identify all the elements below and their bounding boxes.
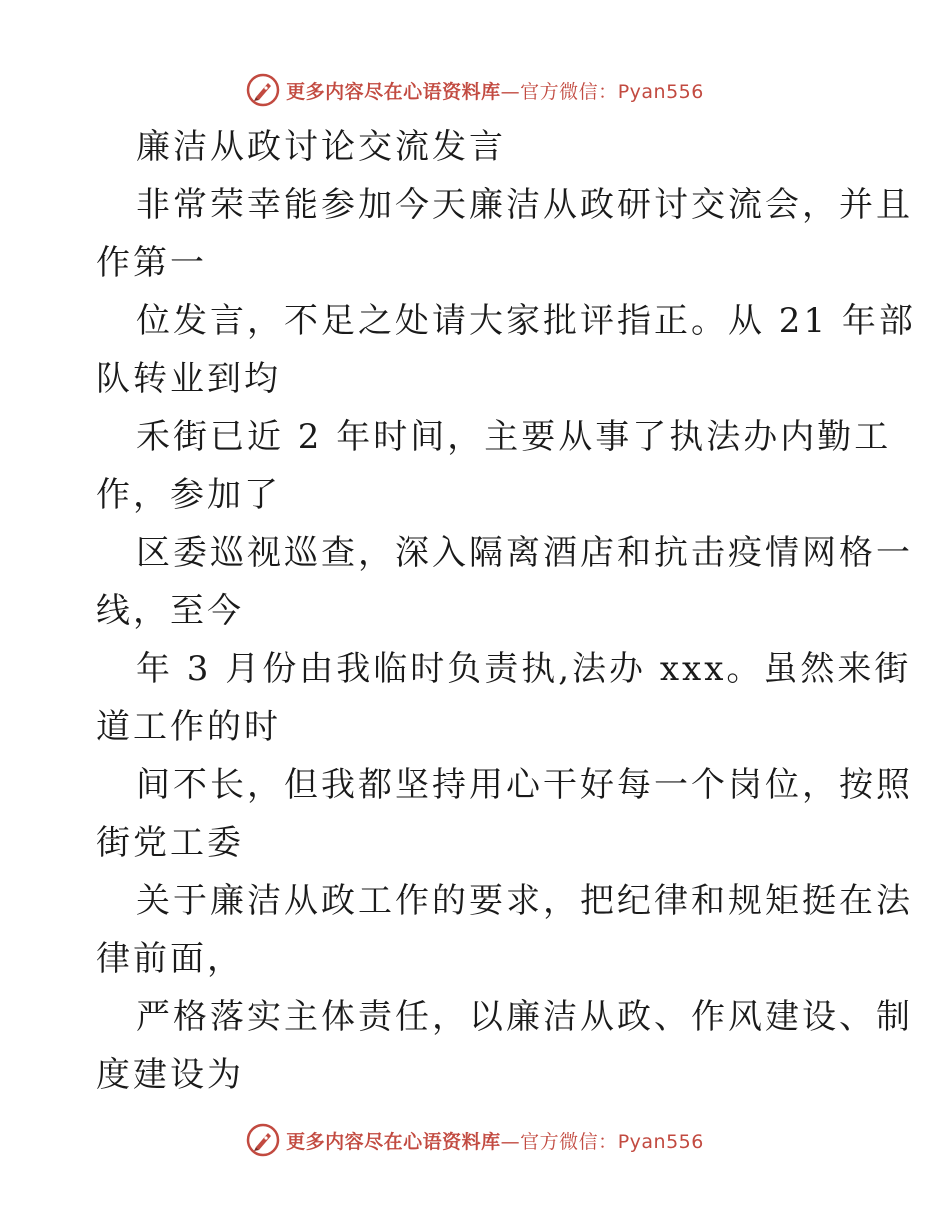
banner-dash: — bbox=[500, 1130, 521, 1153]
header-banner-text bbox=[286, 77, 704, 104]
header-banner bbox=[0, 70, 950, 110]
text-line: 区委巡视巡查，深入隔离酒店和抗击疫情网格一 bbox=[136, 533, 913, 573]
text-line: 关于廉洁从政工作的要求，把纪律和规矩挺在法 bbox=[136, 881, 913, 921]
banner-wechat-label: 官方微信： bbox=[520, 80, 618, 103]
banner-wechat-id: Pyan556 bbox=[617, 80, 704, 103]
text-line: 度建设为 bbox=[96, 1055, 244, 1095]
document-title: 廉洁从政讨论交流发言 bbox=[136, 127, 506, 167]
text-line: 年 3 月份由我临时负责执,法办 xxx。虽然来街 bbox=[136, 649, 912, 689]
banner-wechat-id: Pyan556 bbox=[617, 1130, 704, 1153]
text-line: 位发言，不足之处请大家批评指正。从 21 年部 bbox=[136, 301, 916, 341]
text-line: 间不长，但我都坚持用心干好每一个岗位，按照 bbox=[136, 765, 913, 805]
pen-nib-logo-icon bbox=[246, 1123, 280, 1157]
footer-banner-text bbox=[286, 1127, 704, 1154]
text-line: 非常荣幸能参加今天廉洁从政研讨交流会，并且 bbox=[136, 185, 913, 225]
text-line: 严格落实主体责任，以廉洁从政、作风建设、制 bbox=[136, 997, 913, 1037]
banner-dash: — bbox=[500, 80, 521, 103]
document-body bbox=[96, 118, 916, 1104]
text-line: 禾街已近 2 年时间，主要从事了执法办内勤工 bbox=[136, 417, 892, 457]
text-line: 律前面， bbox=[96, 939, 244, 979]
banner-main-text: 更多内容尽在心语资料库 bbox=[286, 80, 501, 103]
banner-main-text: 更多内容尽在心语资料库 bbox=[286, 1130, 501, 1153]
text-line: 线，至今 bbox=[96, 591, 244, 631]
banner-wechat-label: 官方微信： bbox=[520, 1130, 618, 1153]
text-line: 街党工委 bbox=[96, 823, 244, 863]
footer-banner bbox=[0, 1120, 950, 1160]
text-line: 道工作的时 bbox=[96, 707, 281, 747]
text-line: 作，参加了 bbox=[96, 475, 281, 515]
text-line: 作第一 bbox=[96, 243, 207, 283]
pen-nib-logo-icon bbox=[246, 73, 280, 107]
text-line: 队转业到均 bbox=[96, 359, 281, 399]
